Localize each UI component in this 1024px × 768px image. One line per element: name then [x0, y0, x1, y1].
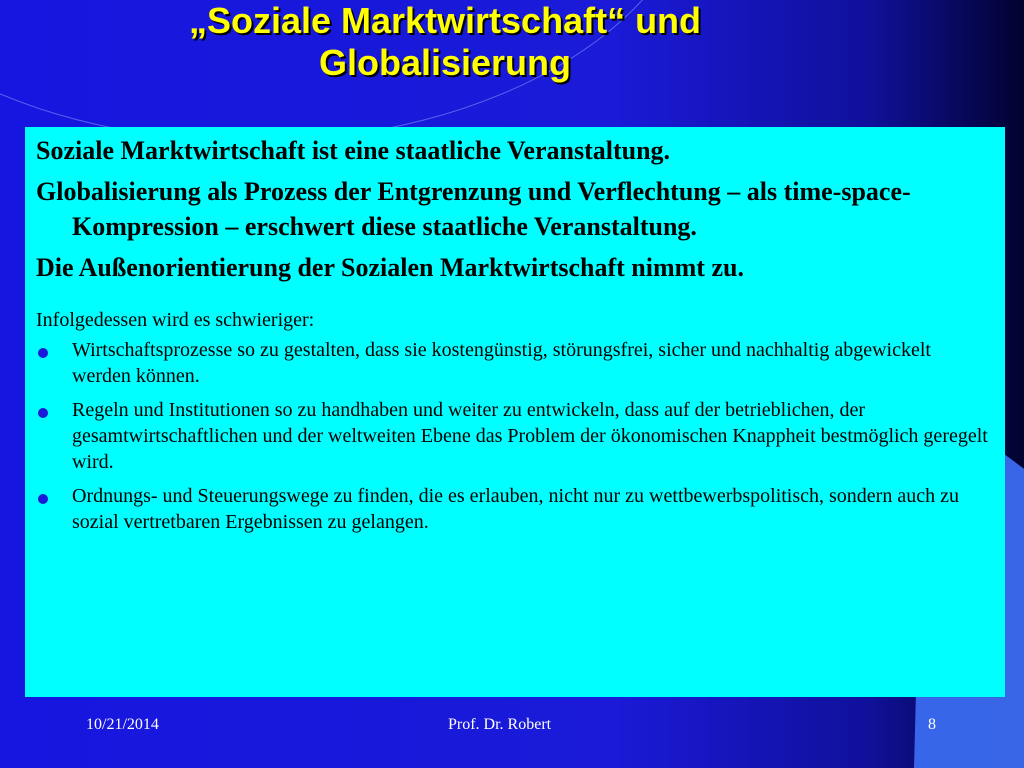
footer-author: Prof. Dr. Robert — [448, 716, 552, 733]
bullet-text: Wirtschaftsprozesse so zu gestalten, dass sie kostengünstig, störungsfrei, sicher und nachhaltig abgewickelt werden können. — [72, 339, 931, 387]
footer-date: 10/21/2014 — [86, 716, 159, 733]
slide-title-line-1: „Soziale Marktwirtschaft“ und — [188, 0, 702, 41]
content-box — [25, 127, 1005, 697]
bullet-text: Regeln und Institutionen so zu handhaben und weiter zu entwickeln, dass auf der betrieblichen, der gesamtwirtschaftlichen und der weltweiten Ebene das Problem der ökonomischen Knappheit bestmöglich geregelt wird. — [72, 399, 988, 473]
intro-text: Infolgedessen wird es schwieriger: — [36, 309, 315, 331]
slide-title-line-2: Globalisierung — [318, 42, 572, 83]
bullet-item — [36, 397, 993, 475]
paragraph: Die Außenorientierung der Sozialen Marktwirtschaft nimmt zu. — [36, 253, 744, 282]
footer-page-number: 8 — [928, 716, 936, 733]
slide-title — [0, 0, 890, 84]
bullet-item — [36, 483, 993, 535]
bullet-dot-icon — [38, 348, 48, 358]
paragraph: Globalisierung als Prozess der Entgrenzung und Verflechtung – als time-space-Kompression – erschwert diese staatliche Veranstaltung. — [36, 177, 911, 241]
bullet-dot-icon — [38, 408, 48, 418]
paragraph: Soziale Marktwirtschaft ist eine staatliche Veranstaltung. — [36, 136, 671, 165]
bullet-text: Ordnungs- und Steuerungswege zu finden, die es erlauben, nicht nur zu wettbewerbspolitisch, sondern auch zu sozial vertretbaren Ergebnissen zu gelangen. — [72, 485, 959, 533]
bullet-dot-icon — [38, 494, 48, 504]
bullet-item — [36, 337, 993, 389]
